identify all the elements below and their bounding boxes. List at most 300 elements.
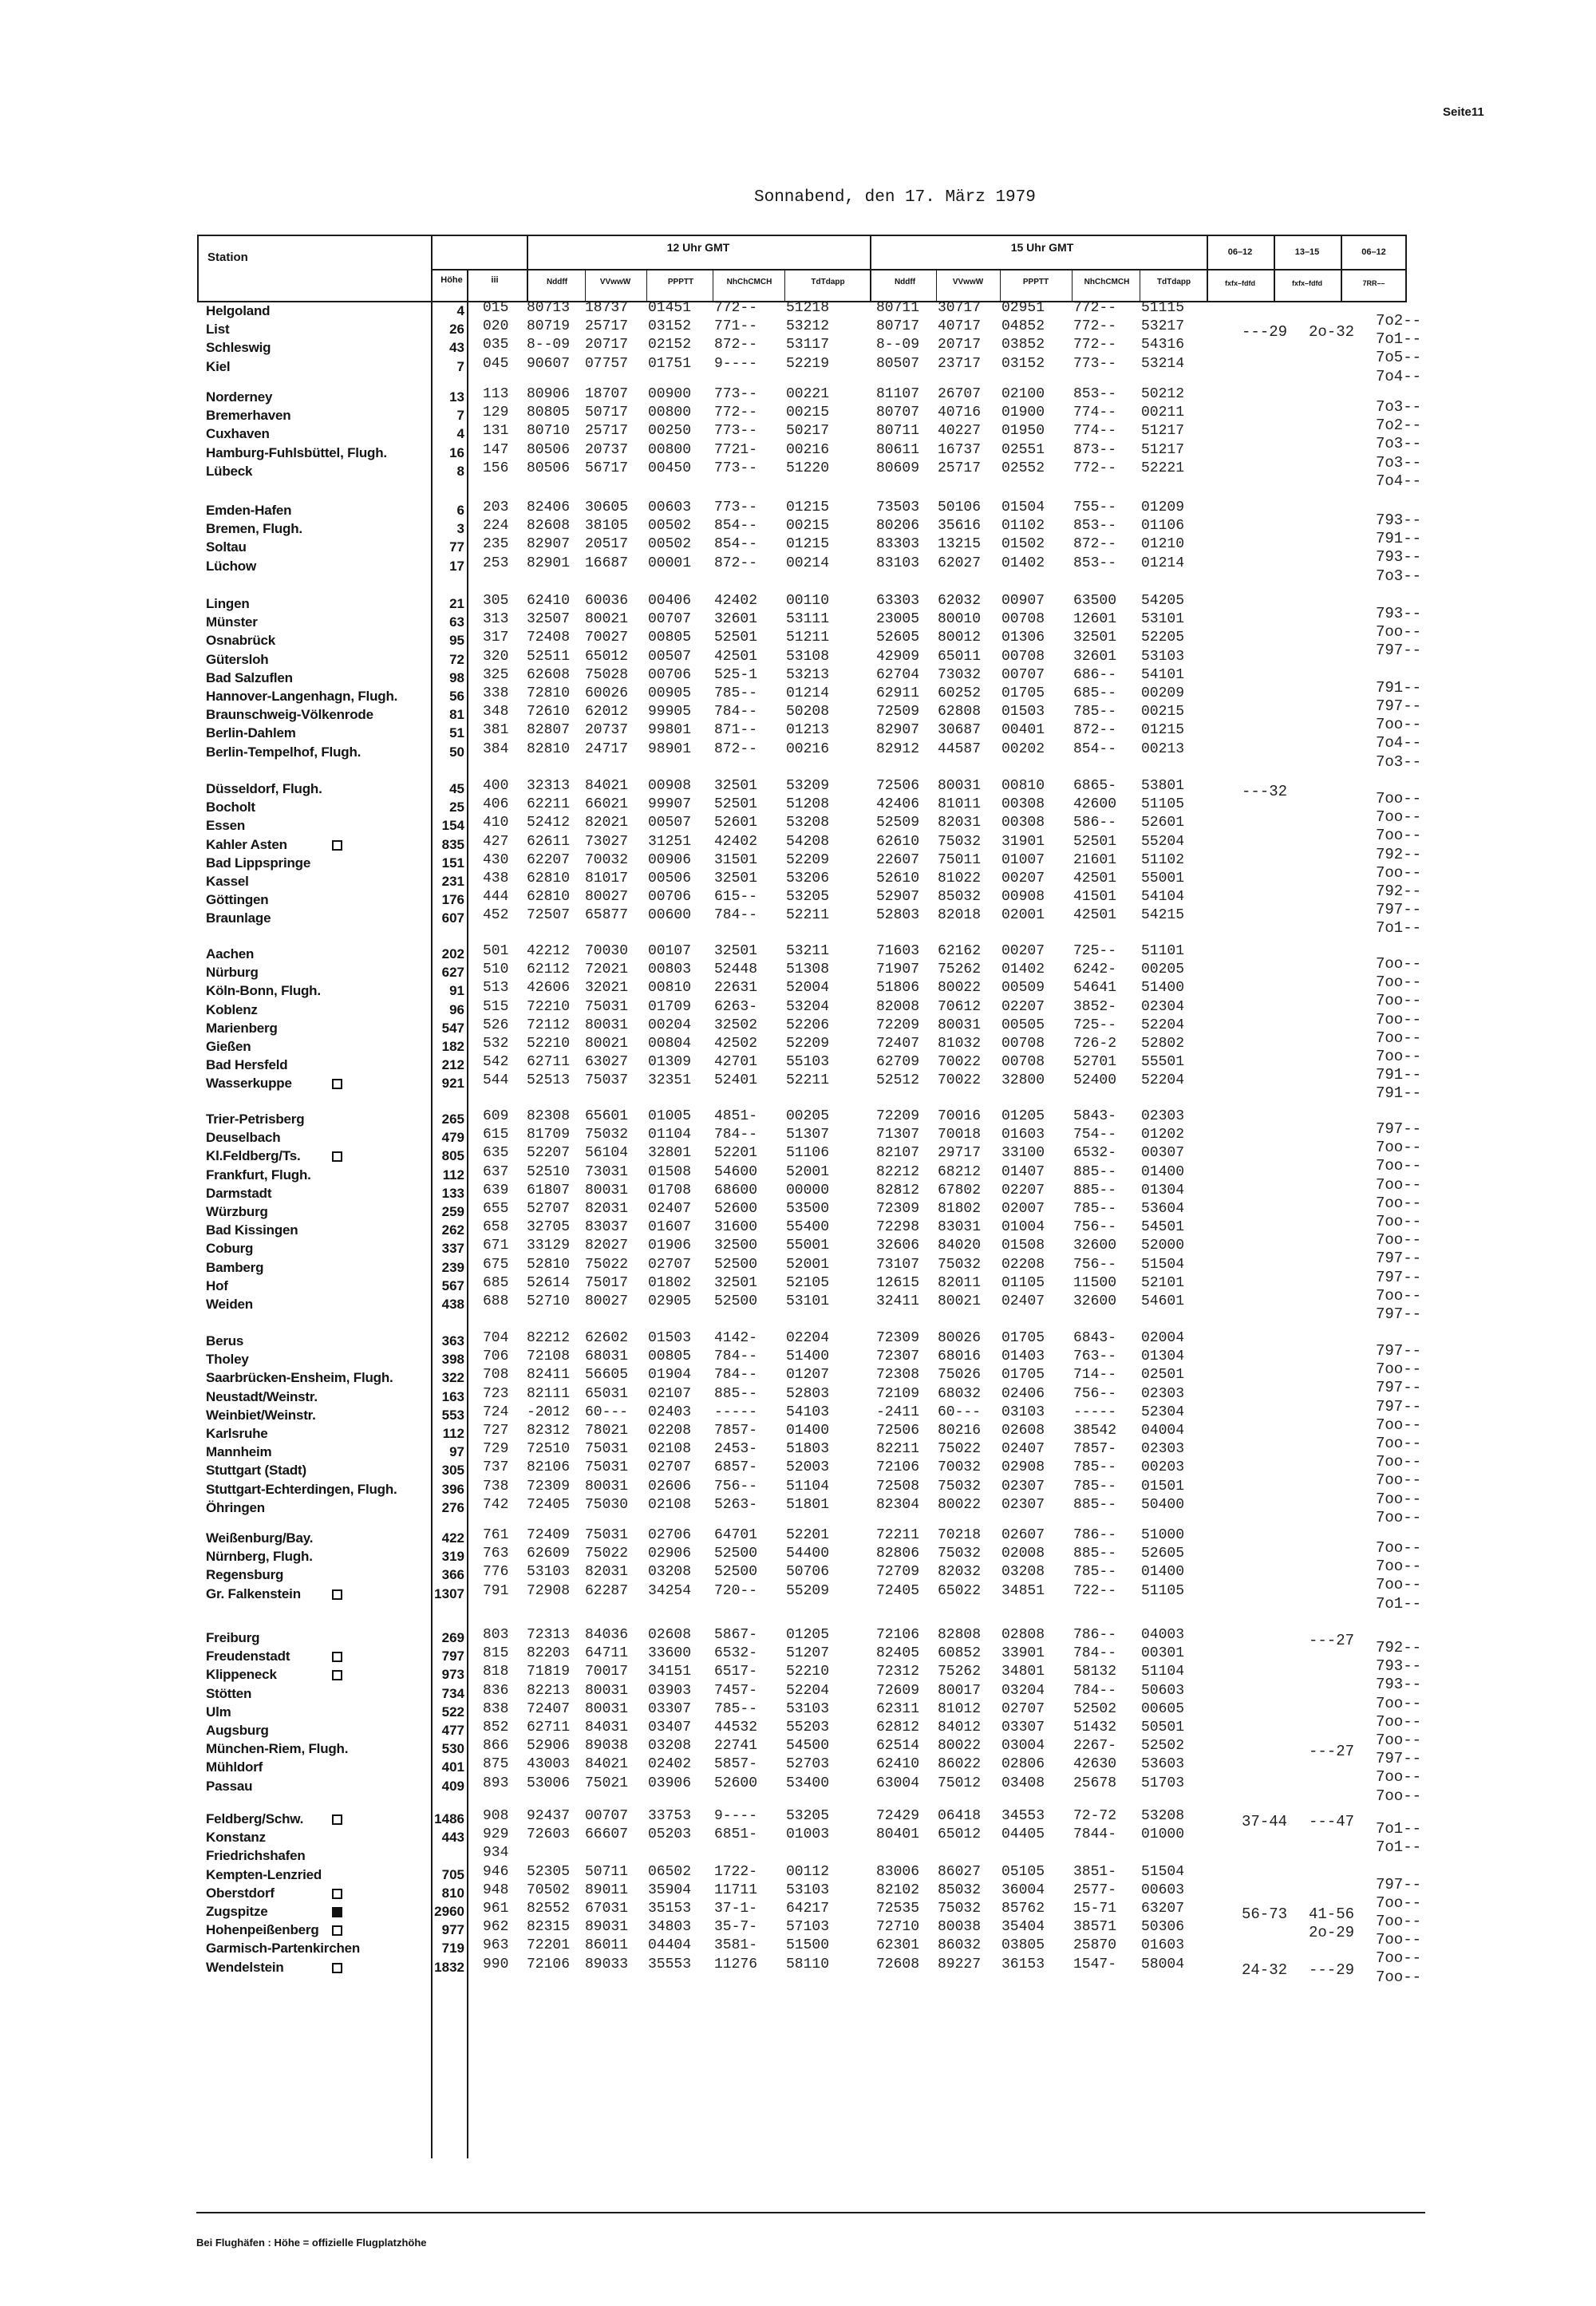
obs-12-1: 75037 <box>585 1072 629 1089</box>
obs-15-4: 53208 <box>1141 1808 1185 1824</box>
station-number: 400 <box>483 778 509 794</box>
obs-12-2: 03906 <box>648 1775 692 1791</box>
station-name: Friedrichshafen <box>206 1848 306 1864</box>
gust-13-15: ---27 <box>1309 1743 1355 1761</box>
obs-15-3: 52400 <box>1073 1072 1117 1089</box>
obs-15-4: 53217 <box>1141 318 1185 335</box>
obs-15-3: 873-- <box>1073 441 1117 458</box>
station-number: 015 <box>483 300 509 316</box>
obs-15-3: 52502 <box>1073 1700 1117 1717</box>
station-height: 734 <box>441 1685 464 1701</box>
obs-12-4: 00214 <box>786 555 830 571</box>
header-15-sep-3 <box>1072 269 1073 302</box>
obs-15-1: 73032 <box>938 666 982 683</box>
obs-12-4: 54103 <box>786 1404 830 1420</box>
obs-12-0: 52513 <box>527 1072 571 1089</box>
obs-15-4: 01106 <box>1141 518 1185 535</box>
obs-12-3: 11711 <box>714 1882 758 1898</box>
rain-06-12: 7oo-- <box>1376 1949 1422 1968</box>
station-number: 658 <box>483 1219 509 1236</box>
station-height: 479 <box>441 1130 464 1146</box>
obs-15-0: 72209 <box>876 1017 920 1033</box>
obs-15-2: 01502 <box>1001 536 1045 553</box>
obs-12-2: 32801 <box>648 1145 692 1162</box>
obs-12-3: 854-- <box>714 518 758 535</box>
obs-12-0: 80713 <box>527 300 571 316</box>
station-number: 688 <box>483 1293 509 1309</box>
station-name: Trier-Petrisberg <box>206 1112 305 1127</box>
station-number: 742 <box>483 1496 509 1513</box>
open-square-marker <box>332 1925 342 1936</box>
station-number: 723 <box>483 1385 509 1402</box>
obs-12-3: 52600 <box>714 1775 758 1791</box>
obs-15-2: 31901 <box>1001 833 1045 850</box>
obs-12-1: 18737 <box>585 300 629 316</box>
obs-15-0: 73107 <box>876 1256 920 1273</box>
station-name: Essen <box>206 818 246 834</box>
obs-12-2: 01607 <box>648 1219 692 1236</box>
obs-12-1: 84021 <box>585 778 629 794</box>
obs-12-0: 82406 <box>527 500 571 515</box>
obs-12-1: 60036 <box>585 593 629 609</box>
station-number: 908 <box>483 1808 509 1824</box>
rain-06-12: 7oo-- <box>1376 1029 1422 1047</box>
header-12-tdtdapp: TdTdapp <box>811 278 845 286</box>
obs-12-0: 82807 <box>527 722 571 739</box>
col-sep-r3 <box>1341 235 1342 302</box>
obs-15-1: 30717 <box>938 300 982 316</box>
rain-06-12: 7o3-- <box>1376 453 1422 472</box>
station-name: Stuttgart (Stadt) <box>206 1463 306 1479</box>
obs-12-1: 89033 <box>585 1956 629 1972</box>
obs-15-0: 32606 <box>876 1238 920 1254</box>
obs-15-0: 72535 <box>876 1901 920 1917</box>
obs-12-4: 53208 <box>786 815 830 831</box>
obs-12-0: 72408 <box>527 630 571 646</box>
station-number: 838 <box>483 1700 509 1717</box>
obs-15-3: 25870 <box>1073 1937 1117 1954</box>
obs-15-2: 00509 <box>1001 980 1045 997</box>
obs-12-2: 01451 <box>648 300 692 316</box>
obs-15-4: 50501 <box>1141 1720 1185 1735</box>
obs-15-0: 23005 <box>876 611 920 628</box>
obs-15-4: 00215 <box>1141 704 1185 721</box>
header-12-ppptt: PPPTT <box>667 278 694 286</box>
station-number: 791 <box>483 1582 509 1599</box>
obs-15-0: 62709 <box>876 1054 920 1071</box>
obs-12-2: 02407 <box>648 1201 692 1217</box>
obs-15-3: 32600 <box>1073 1293 1117 1309</box>
station-name: Mannheim <box>206 1444 272 1460</box>
station-name: Bocholt <box>206 800 255 815</box>
obs-12-3: 52601 <box>714 815 758 831</box>
obs-15-3: 42630 <box>1073 1756 1117 1773</box>
header-station: Station <box>207 251 248 264</box>
obs-15-2: 02908 <box>1001 1459 1045 1476</box>
obs-12-0: 82203 <box>527 1645 571 1662</box>
rain-06-12: 797-- <box>1376 1342 1422 1360</box>
obs-12-1: 84036 <box>585 1627 629 1643</box>
rain-06-12: 7oo-- <box>1376 1175 1422 1194</box>
station-height: 63 <box>449 614 464 630</box>
obs-12-4: 52201 <box>786 1527 830 1543</box>
obs-12-0: 52210 <box>527 1036 571 1052</box>
obs-12-4: 54208 <box>786 833 830 850</box>
rain-06-12: 7o1-- <box>1376 1820 1422 1838</box>
obs-15-3: 72-72 <box>1073 1808 1117 1824</box>
open-square-marker <box>332 1589 342 1600</box>
station-number: 637 <box>483 1163 509 1180</box>
obs-12-0: 52810 <box>527 1256 571 1273</box>
obs-12-4: 00110 <box>786 593 830 609</box>
obs-15-3: 784-- <box>1073 1645 1117 1662</box>
station-name: Feldberg/Schw. <box>206 1811 304 1826</box>
obs-12-1: 56717 <box>585 460 629 476</box>
obs-12-1: 75032 <box>585 1127 629 1143</box>
obs-12-4: 53111 <box>786 611 830 628</box>
open-square-marker <box>332 1151 342 1162</box>
col-sep-station <box>431 235 433 302</box>
obs-15-0: 52512 <box>876 1072 920 1089</box>
station-name: Lingen <box>206 596 250 611</box>
obs-12-4: 53500 <box>786 1201 830 1217</box>
obs-12-0: 62211 <box>527 796 571 813</box>
obs-12-2: 00908 <box>648 778 692 794</box>
obs-15-1: 80031 <box>938 1017 982 1033</box>
obs-15-3: 32501 <box>1073 630 1117 646</box>
rain-06-12: 7oo-- <box>1376 716 1422 734</box>
station-name: Freiburg <box>206 1630 260 1645</box>
obs-12-0: 33129 <box>527 1238 571 1254</box>
obs-15-3: 2577- <box>1073 1882 1117 1898</box>
station-name: Öhringen <box>206 1499 265 1515</box>
obs-12-4: 53213 <box>786 666 830 683</box>
obs-15-4: 52304 <box>1141 1404 1185 1420</box>
obs-12-2: 00706 <box>648 666 692 683</box>
obs-15-3: 714-- <box>1073 1367 1117 1384</box>
obs-12-4: 53103 <box>786 1700 830 1717</box>
station-height: 322 <box>441 1370 464 1386</box>
gust-13-15: 2o-32 <box>1309 323 1355 342</box>
obs-12-2: 00707 <box>648 611 692 628</box>
station-number: 338 <box>483 685 509 701</box>
obs-12-2: 00507 <box>648 815 692 831</box>
obs-12-1: 62012 <box>585 704 629 721</box>
obs-15-1: 68032 <box>938 1385 982 1402</box>
obs-15-0: 52605 <box>876 630 920 646</box>
obs-12-1: 72021 <box>585 961 629 978</box>
obs-15-2: 03152 <box>1001 355 1045 372</box>
station-height: 17 <box>449 558 464 574</box>
obs-15-1: 75032 <box>938 1478 982 1495</box>
obs-15-2: 01402 <box>1001 555 1045 571</box>
station-name: Bad Hersfeld <box>206 1057 288 1073</box>
obs-15-2: 00207 <box>1001 943 1045 959</box>
obs-15-1: 82808 <box>938 1627 982 1643</box>
obs-15-2: 00401 <box>1001 722 1045 739</box>
station-height: 182 <box>441 1039 464 1054</box>
obs-12-2: 01906 <box>648 1238 692 1254</box>
obs-12-3: 52500 <box>714 1564 758 1581</box>
obs-15-2: 00708 <box>1001 1036 1045 1052</box>
station-name: Bad Lippspringe <box>206 855 311 871</box>
obs-12-0: 43003 <box>527 1756 571 1773</box>
station-number: 708 <box>483 1367 509 1384</box>
obs-15-4: 53603 <box>1141 1756 1185 1773</box>
obs-12-1: 65012 <box>585 648 629 665</box>
obs-12-4: 55103 <box>786 1054 830 1071</box>
rain-06-12: 7oo-- <box>1376 1931 1422 1949</box>
obs-15-3: 52501 <box>1073 833 1117 850</box>
obs-15-3: 58132 <box>1073 1664 1117 1680</box>
station-number: 427 <box>483 833 509 850</box>
station-number: 438 <box>483 871 509 886</box>
obs-12-3: 1722- <box>714 1863 758 1880</box>
obs-12-1: 75028 <box>585 666 629 683</box>
obs-12-0: 72112 <box>527 1017 571 1033</box>
obs-15-3: 885-- <box>1073 1163 1117 1180</box>
obs-12-1: 89011 <box>585 1882 629 1898</box>
station-name: Klippeneck <box>206 1667 277 1683</box>
station-height: 567 <box>441 1277 464 1293</box>
obs-15-1: 80017 <box>938 1682 982 1699</box>
obs-12-4: 55203 <box>786 1720 830 1735</box>
obs-15-1: 89227 <box>938 1956 982 1972</box>
obs-12-4: 00205 <box>786 1108 830 1124</box>
gust-13-15: ---27 <box>1309 1632 1355 1649</box>
obs-15-1: 70022 <box>938 1054 982 1071</box>
obs-15-4: 50306 <box>1141 1919 1185 1936</box>
obs-15-4: 01603 <box>1141 1937 1185 1954</box>
obs-12-1: 84031 <box>585 1720 629 1735</box>
obs-12-2: 00800 <box>648 405 692 421</box>
obs-15-4: 55501 <box>1141 1054 1185 1071</box>
rain-06-12: 7oo-- <box>1376 1558 1422 1576</box>
station-height: 112 <box>442 1167 464 1183</box>
rain-06-12: 7oo-- <box>1376 808 1422 827</box>
obs-12-2: 03307 <box>648 1700 692 1717</box>
station-height: 6 <box>456 503 464 518</box>
obs-12-3: 4142- <box>714 1330 758 1346</box>
station-number: 410 <box>483 815 509 831</box>
obs-15-2: 00908 <box>1001 889 1045 906</box>
obs-12-2: 02403 <box>648 1404 692 1420</box>
obs-12-3: 32502 <box>714 1017 758 1033</box>
obs-15-2: 01004 <box>1001 1219 1045 1236</box>
rain-06-12: 7oo-- <box>1376 1213 1422 1230</box>
obs-12-0: 81709 <box>527 1127 571 1143</box>
obs-12-2: 02707 <box>648 1459 692 1476</box>
obs-15-1: 83031 <box>938 1219 982 1236</box>
obs-15-3: 6532- <box>1073 1145 1117 1162</box>
obs-12-3: 5263- <box>714 1496 758 1513</box>
station-number: 113 <box>483 386 509 402</box>
gust-06-12: 56-73 <box>1242 1905 1288 1923</box>
obs-12-3: 773-- <box>714 423 758 440</box>
obs-12-0: 32705 <box>527 1219 571 1236</box>
station-name: Passau <box>206 1778 253 1794</box>
obs-12-4: 53205 <box>786 889 830 906</box>
station-height: 259 <box>441 1204 464 1219</box>
obs-12-1: 00707 <box>585 1808 629 1824</box>
station-height: 810 <box>441 1885 464 1901</box>
open-square-marker <box>332 1963 342 1973</box>
obs-15-1: 81022 <box>938 871 982 886</box>
station-number: 763 <box>483 1546 509 1562</box>
obs-15-3: 774-- <box>1073 405 1117 421</box>
obs-15-2: 01705 <box>1001 1330 1045 1346</box>
obs-12-1: 70032 <box>585 851 629 868</box>
header-12-sep-4 <box>784 269 785 302</box>
obs-15-4: 51504 <box>1141 1863 1185 1880</box>
rain-06-12: 7o1-- <box>1376 1594 1422 1613</box>
obs-12-0: 72201 <box>527 1937 571 1954</box>
obs-15-2: 02007 <box>1001 1201 1045 1217</box>
header-06-12-b: 06–12 <box>1361 247 1386 257</box>
obs-15-3: 772-- <box>1073 318 1117 335</box>
station-number: 685 <box>483 1274 509 1291</box>
obs-12-0: 62711 <box>527 1054 571 1071</box>
station-height: 522 <box>441 1704 464 1720</box>
station-name: Saarbrücken-Ensheim, Flugh. <box>206 1370 393 1386</box>
obs-15-2: 34851 <box>1001 1582 1045 1599</box>
obs-15-4: 51101 <box>1141 943 1185 959</box>
obs-15-0: 72429 <box>876 1808 920 1824</box>
obs-12-1: 80031 <box>585 1478 629 1495</box>
gust-06-12: 24-32 <box>1242 1960 1288 1979</box>
obs-15-1: 86022 <box>938 1756 982 1773</box>
rain-06-12: 7oo-- <box>1376 1194 1422 1212</box>
obs-12-1: 89038 <box>585 1738 629 1755</box>
obs-15-4: 00603 <box>1141 1882 1185 1898</box>
station-number: 929 <box>483 1826 509 1843</box>
obs-15-2: 02951 <box>1001 300 1045 316</box>
station-height: 973 <box>441 1667 464 1683</box>
obs-12-1: 20517 <box>585 536 629 553</box>
obs-12-3: 52500 <box>714 1293 758 1309</box>
open-square-marker <box>332 1079 342 1089</box>
obs-15-2: 04852 <box>1001 318 1045 335</box>
station-name: Münster <box>206 614 258 630</box>
station-height: 77 <box>449 539 464 555</box>
obs-15-1: 75262 <box>938 1664 982 1680</box>
obs-12-4: 01207 <box>786 1367 830 1384</box>
rain-06-12: 7oo-- <box>1376 1508 1422 1526</box>
obs-15-4: 54104 <box>1141 889 1185 906</box>
gust-06-12: ---32 <box>1242 783 1288 800</box>
obs-12-2: 34151 <box>648 1664 692 1680</box>
obs-12-0: 82312 <box>527 1423 571 1439</box>
obs-12-0: 82608 <box>527 518 571 535</box>
obs-15-3: 772-- <box>1073 300 1117 316</box>
obs-12-3: 6517- <box>714 1664 758 1680</box>
obs-12-0: 72313 <box>527 1627 571 1643</box>
obs-15-1: 62808 <box>938 704 982 721</box>
station-number: 348 <box>483 704 509 721</box>
obs-12-0: 80710 <box>527 423 571 440</box>
station-height: 269 <box>441 1630 464 1645</box>
station-height: 45 <box>449 781 464 796</box>
obs-15-4: 00301 <box>1141 1645 1185 1662</box>
obs-12-4: 52206 <box>786 1017 830 1033</box>
obs-12-3: 42402 <box>714 593 758 609</box>
obs-15-2: 02407 <box>1001 1293 1045 1309</box>
obs-12-0: 82106 <box>527 1459 571 1476</box>
obs-15-2: 35404 <box>1001 1919 1045 1936</box>
station-name: Wasserkuppe <box>206 1076 292 1092</box>
rain-06-12: 7o1-- <box>1376 919 1422 938</box>
obs-15-1: 80022 <box>938 980 982 997</box>
obs-15-1: 80216 <box>938 1423 982 1439</box>
station-name: Nürburg <box>206 965 259 981</box>
rain-06-12: 7o3-- <box>1376 752 1422 771</box>
obs-15-4: 51102 <box>1141 851 1185 868</box>
station-height: 81 <box>449 707 464 723</box>
station-height: 607 <box>441 910 464 926</box>
obs-15-0: 83103 <box>876 555 920 571</box>
obs-15-2: 03208 <box>1001 1564 1045 1581</box>
station-name: Kl.Feldberg/Ts. <box>206 1148 301 1164</box>
rain-06-12: 797-- <box>1376 1120 1422 1138</box>
obs-12-3: 615-- <box>714 889 758 906</box>
obs-12-4: 50217 <box>786 423 830 440</box>
station-name: Oberstdorf <box>206 1885 275 1901</box>
rain-06-12: 7oo-- <box>1376 1416 1422 1434</box>
obs-15-3: 52701 <box>1073 1054 1117 1071</box>
obs-12-3: 22741 <box>714 1738 758 1755</box>
rain-06-12: 7oo-- <box>1376 1435 1422 1452</box>
station-name: Regensburg <box>206 1567 284 1583</box>
obs-15-2: 04405 <box>1001 1826 1045 1843</box>
rain-06-12: 7oo-- <box>1376 1539 1422 1557</box>
obs-15-0: 80707 <box>876 405 920 421</box>
header-hoehe: Höhe <box>440 275 463 285</box>
obs-12-3: 7857- <box>714 1423 758 1439</box>
obs-12-0: 42212 <box>527 943 571 959</box>
obs-12-2: 99905 <box>648 704 692 721</box>
obs-15-2: 33901 <box>1001 1645 1045 1662</box>
station-number: 893 <box>483 1775 509 1791</box>
obs-12-0: 72908 <box>527 1582 571 1599</box>
obs-15-2: 34553 <box>1001 1808 1045 1824</box>
obs-15-0: 72609 <box>876 1682 920 1699</box>
obs-15-2: 01504 <box>1001 500 1045 515</box>
obs-12-4: 01400 <box>786 1423 830 1439</box>
header-15-sep-1 <box>936 269 937 302</box>
obs-15-1: 23717 <box>938 355 982 372</box>
station-number: 818 <box>483 1664 509 1680</box>
obs-12-2: 01904 <box>648 1367 692 1384</box>
header-15-vvwww: VVwwW <box>952 278 984 286</box>
obs-12-2: 00506 <box>648 871 692 886</box>
obs-12-4: 53209 <box>786 778 830 794</box>
obs-15-3: 42501 <box>1073 907 1117 924</box>
rain-06-12: 791-- <box>1376 1084 1422 1103</box>
station-height: 51 <box>449 725 464 741</box>
obs-15-4: 01000 <box>1141 1826 1185 1843</box>
obs-12-0: 52510 <box>527 1163 571 1180</box>
rain-06-12: 7oo-- <box>1376 1893 1422 1912</box>
station-name: Marienberg <box>206 1020 278 1036</box>
footer-rule <box>196 2212 1425 2213</box>
station-name: Nürnberg, Flugh. <box>206 1549 313 1565</box>
station-number: 706 <box>483 1348 509 1365</box>
obs-15-0: 80609 <box>876 460 920 476</box>
obs-12-4: 51211 <box>786 630 830 646</box>
obs-12-3: 6857- <box>714 1459 758 1476</box>
obs-15-2: 02207 <box>1001 998 1045 1015</box>
obs-15-4: 50400 <box>1141 1496 1185 1513</box>
